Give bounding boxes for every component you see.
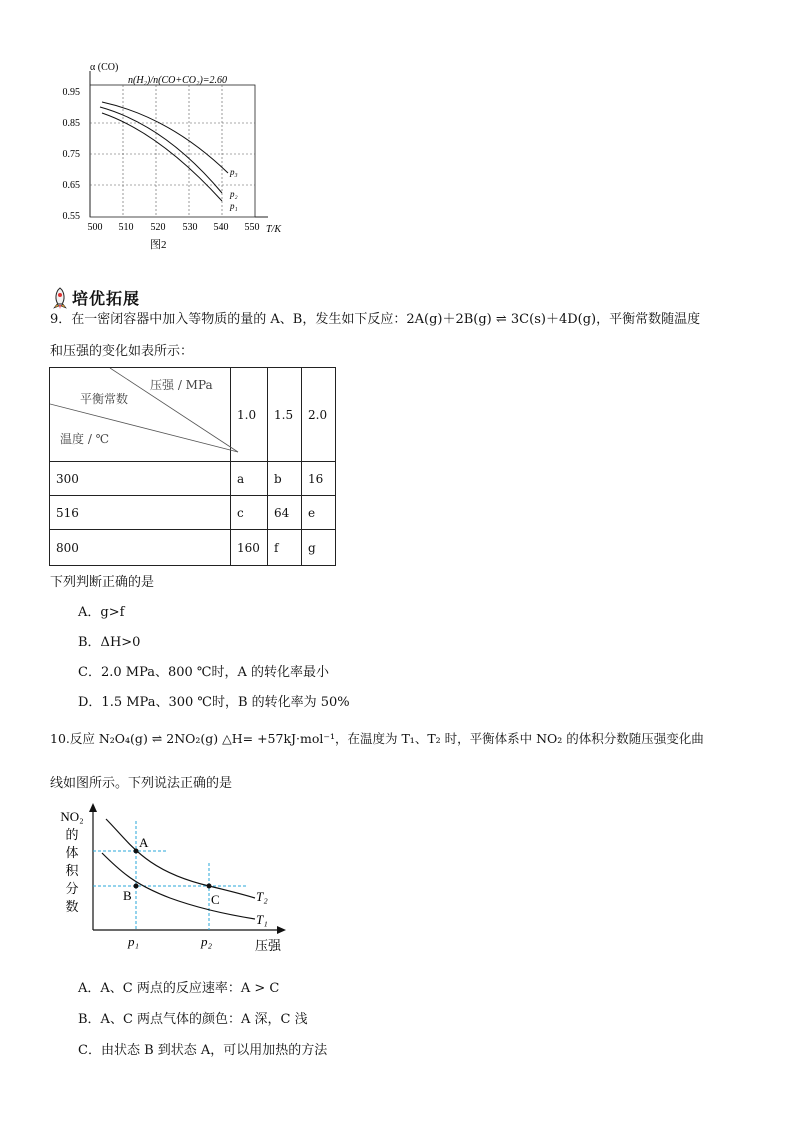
q9-stem-line2: 和压强的变化如表所示： — [50, 344, 194, 359]
q10-y-label-line: 积 — [65, 863, 79, 878]
fig2-y-tick: 0.95 — [62, 87, 80, 98]
q10-option-b: B．A、C 两点气体的颜色：A 深，C 浅 — [78, 1012, 308, 1027]
q9-prompt: 下列判断正确的是 — [50, 575, 155, 590]
q9-row-temp: 800 — [50, 530, 231, 566]
fig2-curve-label: p₃ — [230, 167, 238, 177]
q9-cell: e — [302, 496, 336, 530]
fig2-curve-label: p₂ — [230, 189, 238, 199]
q9-option-d: D．1.5 MPa、300 ℃时，B 的转化率为 50% — [78, 695, 350, 710]
q10-option-c: C．由状态 B 到状态 A，可以用加热的方法 — [78, 1043, 328, 1058]
fig2-y-tick: 0.55 — [62, 211, 80, 222]
fig2-x-tick: 550 — [244, 222, 260, 233]
q9-stem-line1: 9．在一密闭容器中加入等物质的量的 A、B，发生如下反应：2A(g)＋2B(g) ⇌ 3C(s)＋4D(g)，平衡常数随温度 — [50, 312, 701, 327]
section-header — [50, 286, 140, 309]
q9-cell: 16 — [302, 462, 336, 496]
q9-header-temp: 温度 / ℃ — [60, 432, 110, 446]
q9-cell: 64 — [268, 496, 302, 530]
fig2-y-tick: 0.65 — [62, 180, 80, 191]
q10-y-label-line: 的 — [65, 827, 79, 842]
q9-option-b: B．ΔH>0 — [78, 635, 141, 650]
q9-table — [49, 367, 336, 566]
q9-option-a: A．g>f — [78, 605, 125, 620]
q10-label-t2: T₂ — [256, 889, 268, 904]
fig2-x-axis-label: T/K — [266, 224, 282, 235]
q10-y-label-line: 数 — [65, 899, 79, 914]
q9-col-header: 1.5 — [268, 368, 302, 462]
fig2-x-tick: 540 — [213, 222, 229, 233]
q9-cell: c — [231, 496, 268, 530]
q10-option-a: A．A、C 两点的反应速率：A > C — [78, 981, 280, 996]
q10-label-c: C — [211, 892, 220, 907]
q10-y-label-line: 体 — [65, 845, 79, 860]
q10-point-c — [207, 884, 212, 889]
fig2-curve-p3 — [102, 102, 228, 173]
q10-label-p1: p₁ — [128, 934, 140, 949]
q10-point-b — [134, 884, 139, 889]
q10-label-b: B — [123, 888, 132, 903]
q10-label-t1: T₁ — [256, 912, 268, 927]
fig2-caption: 图2 — [150, 239, 167, 251]
q10-x-axis-arrow — [277, 926, 286, 934]
q9-cell: f — [268, 530, 302, 566]
q10-y-label-line: 分 — [65, 881, 79, 896]
q10-stem-line1: 10.反应 N₂O₄(g) ⇌ 2NO₂(g) △H= +57kJ·mol⁻¹，在温度为 T₁、T₂ 时，平衡体系中 NO₂ 的体积分数随压强变化曲 — [50, 731, 704, 746]
q9-cell: 160 — [231, 530, 268, 566]
q9-cell: a — [231, 462, 268, 496]
q9-col-header: 2.0 — [302, 368, 336, 462]
q9-diagonal-lines — [50, 368, 244, 462]
q9-option-c: C．2.0 MPa、800 ℃时，A 的转化率最小 — [78, 665, 329, 680]
q9-header-k: 平衡常数 — [80, 392, 129, 406]
fig2-curve-p1 — [102, 113, 222, 201]
fig2-x-tick: 500 — [87, 222, 103, 233]
q9-row-temp: 300 — [50, 462, 231, 496]
q10-stem-line2: 线如图所示。下列说法正确的是 — [50, 776, 233, 791]
q9-row-temp: 516 — [50, 496, 231, 530]
q10-label-p2: p₂ — [201, 934, 213, 949]
q9-header-pressure: 压强 / MPa — [150, 378, 213, 392]
fig2-y-axis-label: α (CO) — [90, 62, 119, 73]
figure-2-chart — [40, 55, 300, 255]
q10-y-axis-arrow — [89, 803, 97, 812]
table-row — [50, 496, 336, 530]
q10-point-a — [134, 849, 139, 854]
fig2-x-tick: 510 — [118, 222, 134, 233]
q10-y-label-line: NO₂ — [60, 809, 84, 824]
q9-table-corner-cell — [50, 368, 231, 462]
fig2-y-tick: 0.85 — [62, 118, 80, 129]
table-row — [50, 462, 336, 496]
table-row — [50, 530, 336, 566]
fig2-x-tick: 530 — [182, 222, 198, 233]
q9-cell: g — [302, 530, 336, 566]
q9-col-header: 1.0 — [231, 368, 268, 462]
section-title: 培优拓展 — [72, 289, 141, 308]
q9-cell: b — [268, 462, 302, 496]
fig2-x-tick: 520 — [150, 222, 166, 233]
fig2-y-tick: 0.75 — [62, 149, 80, 160]
q10-graph — [50, 803, 300, 958]
rocket-icon — [50, 287, 70, 309]
q10-label-a: A — [139, 835, 149, 850]
q10-x-label: 压强 — [255, 938, 282, 953]
fig2-ratio-label: n(H₂)/n(CO+CO₂)=2.60 — [128, 75, 228, 86]
fig2-curve-label: p₁ — [230, 201, 238, 211]
